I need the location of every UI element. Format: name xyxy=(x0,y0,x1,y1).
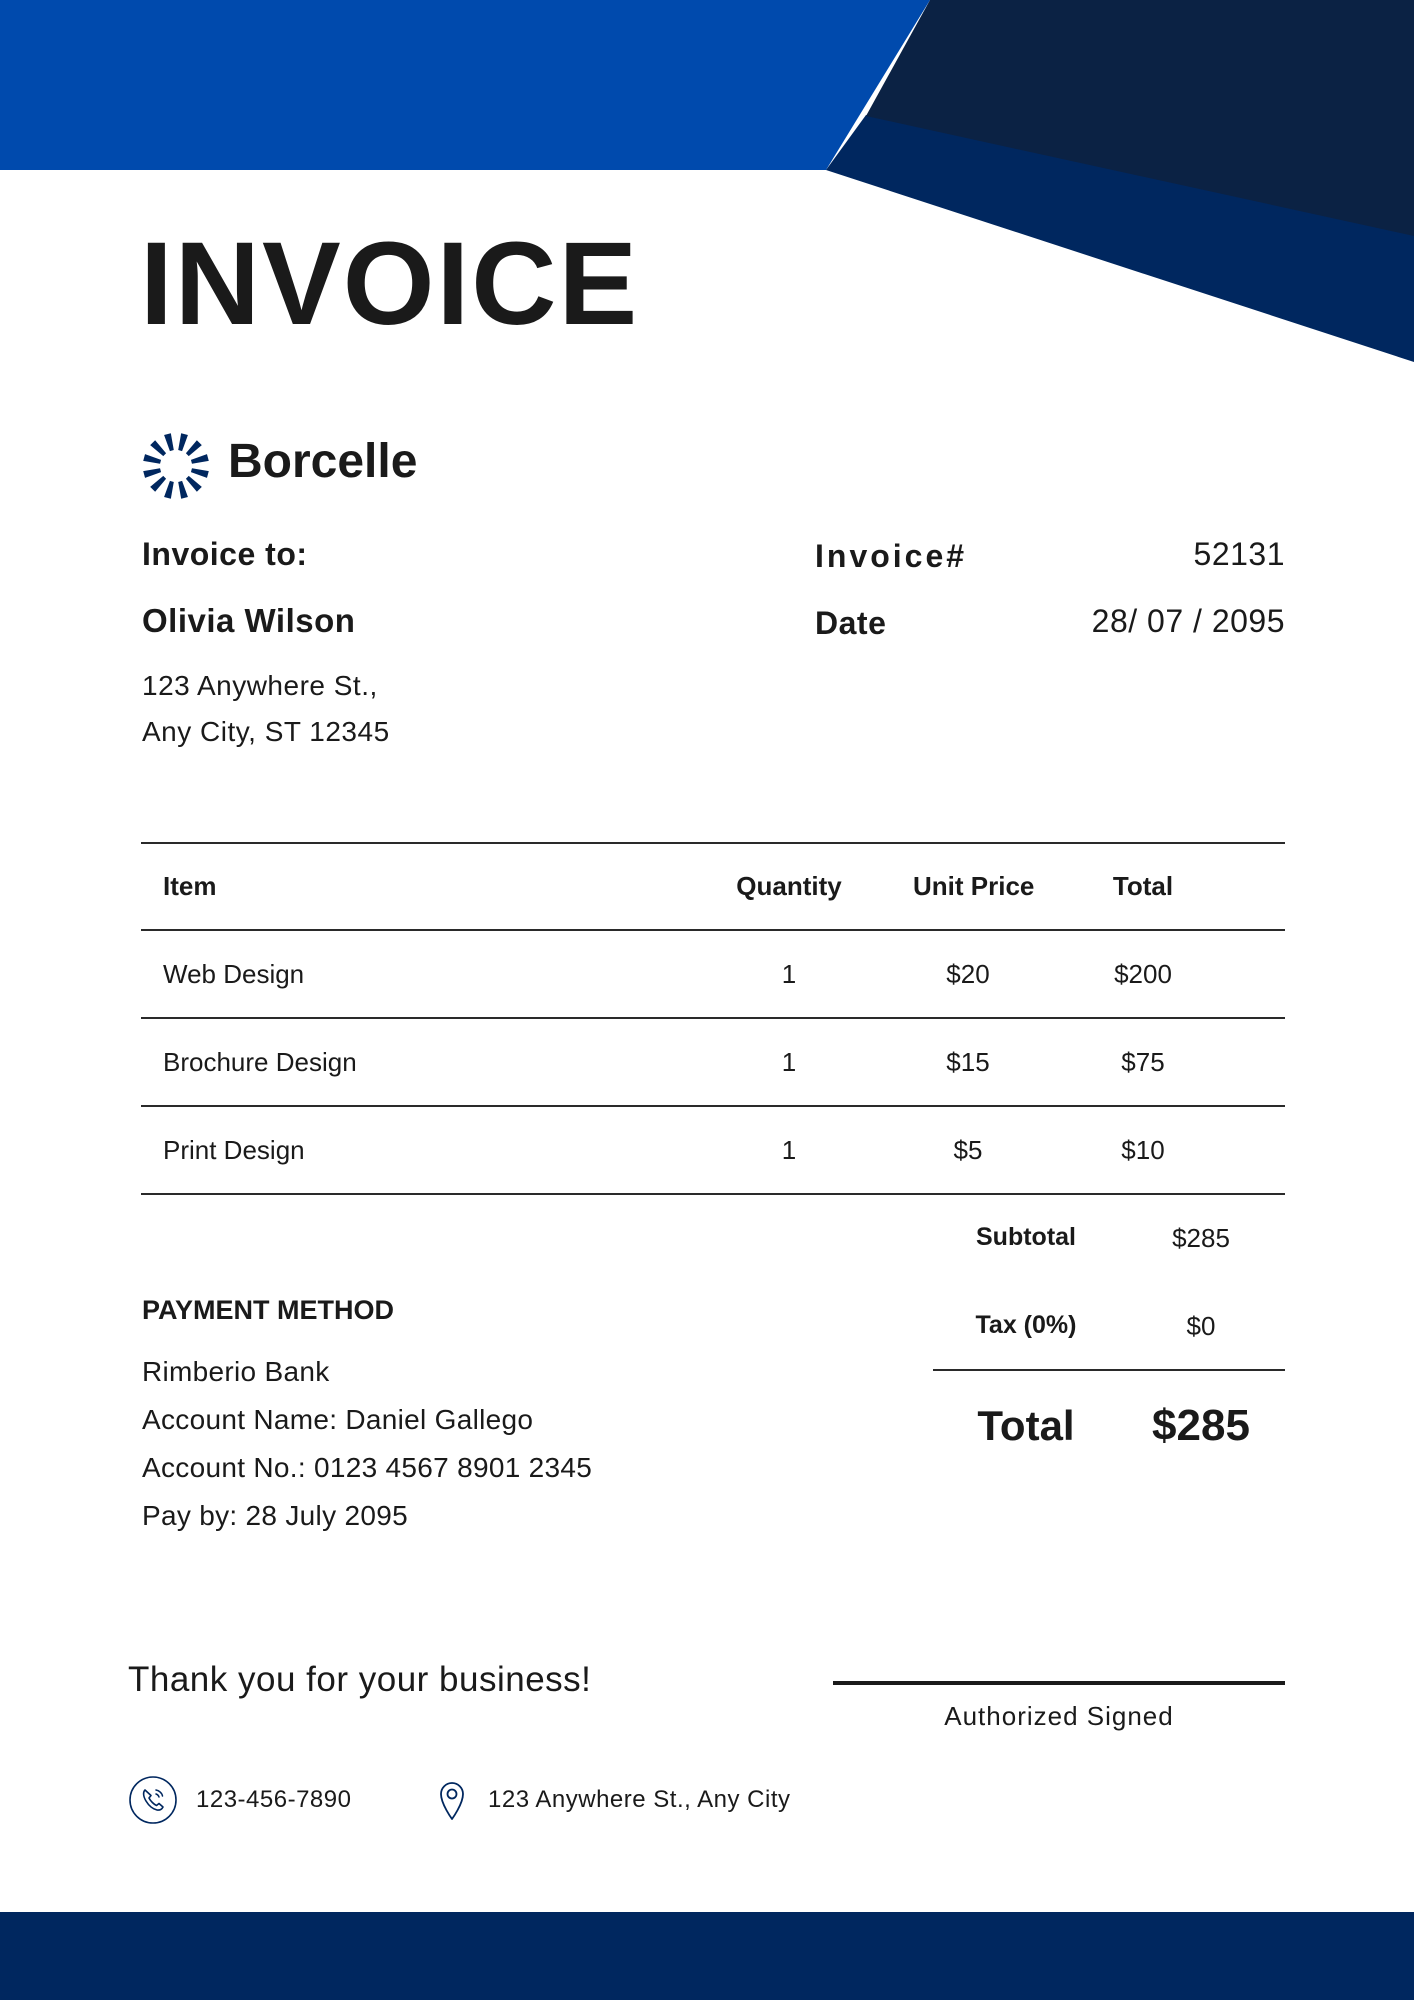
tax-label: Tax (0%) xyxy=(975,1311,1077,1339)
row-quantity: 1 xyxy=(781,1135,797,1165)
grand-total-label: Total xyxy=(977,1402,1075,1449)
row-quantity: 1 xyxy=(781,959,797,989)
signature-line xyxy=(833,1681,1285,1685)
header-quantity: Quantity xyxy=(736,871,842,901)
summary-divider xyxy=(933,1369,1285,1371)
payment-method-title: PAYMENT METHOD xyxy=(142,1295,395,1325)
contact-phone: 123-456-7890 xyxy=(196,1786,352,1813)
client-address-line1: 123 Anywhere St., xyxy=(142,670,378,701)
logo-ray xyxy=(143,454,161,465)
logo-ray xyxy=(185,440,202,457)
table-header-row xyxy=(141,843,1285,931)
logo-ray xyxy=(150,475,167,492)
date-value: 28/ 07 / 2095 xyxy=(1091,603,1285,639)
payment-account-name: Account Name: Daniel Gallego xyxy=(142,1404,534,1435)
table-row xyxy=(141,931,1285,1019)
header-unit-price: Unit Price xyxy=(913,871,1035,901)
row-unit-price: $15 xyxy=(946,1047,990,1077)
logo-ray xyxy=(177,433,188,451)
logo-ray xyxy=(191,467,209,478)
invoice-to-label: Invoice to: xyxy=(142,536,308,572)
row-total: $200 xyxy=(1114,959,1172,989)
header-item: Item xyxy=(163,871,217,901)
row-item: Web Design xyxy=(163,959,305,989)
row-unit-price: $20 xyxy=(946,959,990,989)
row-item: Print Design xyxy=(163,1135,305,1165)
page-title: INVOICE xyxy=(140,218,640,350)
header-total: Total xyxy=(1112,871,1174,901)
grand-total-value: $285 xyxy=(1152,1401,1250,1450)
row-unit-price: $5 xyxy=(953,1135,983,1165)
header-band-blue xyxy=(0,0,930,170)
invoice-number-label: Invoice# xyxy=(815,538,968,574)
footer-band xyxy=(0,1912,1414,2000)
thank-you-note: Thank you for your business! xyxy=(128,1660,592,1699)
tax-value: $0 xyxy=(1186,1311,1216,1341)
logo-ray xyxy=(164,433,175,451)
row-quantity: 1 xyxy=(781,1047,797,1077)
row-item: Brochure Design xyxy=(163,1047,357,1077)
subtotal-label: Subtotal xyxy=(976,1223,1076,1251)
client-address-line2: Any City, ST 12345 xyxy=(142,716,390,747)
payment-bank: Rimberio Bank xyxy=(142,1356,330,1387)
payment-due-date: Pay by: 28 July 2095 xyxy=(142,1500,408,1531)
subtotal-value: $285 xyxy=(1172,1223,1230,1253)
sunburst-logo-icon xyxy=(141,431,211,501)
phone-icon xyxy=(128,1775,178,1825)
date-label: Date xyxy=(815,605,887,641)
table-row xyxy=(141,1107,1285,1195)
brand-name: Borcelle xyxy=(228,435,418,488)
logo-ray xyxy=(164,481,175,499)
invoice-number-value: 52131 xyxy=(1193,536,1285,572)
logo-ray xyxy=(177,481,188,499)
items-table xyxy=(141,843,1285,1195)
payment-account-number: Account No.: 0123 4567 8901 2345 xyxy=(142,1452,593,1483)
logo-ray xyxy=(143,467,161,478)
row-total: $75 xyxy=(1121,1047,1165,1077)
client-name: Olivia Wilson xyxy=(142,602,356,639)
logo-ray xyxy=(150,440,167,457)
map-pin-icon xyxy=(437,1779,467,1821)
logo-ray xyxy=(191,454,209,465)
contact-address: 123 Anywhere St., Any City xyxy=(488,1786,791,1813)
table-row xyxy=(141,1019,1285,1107)
signature-label: Authorized Signed xyxy=(944,1701,1174,1731)
logo-ray xyxy=(185,475,202,492)
row-total: $10 xyxy=(1121,1135,1165,1165)
